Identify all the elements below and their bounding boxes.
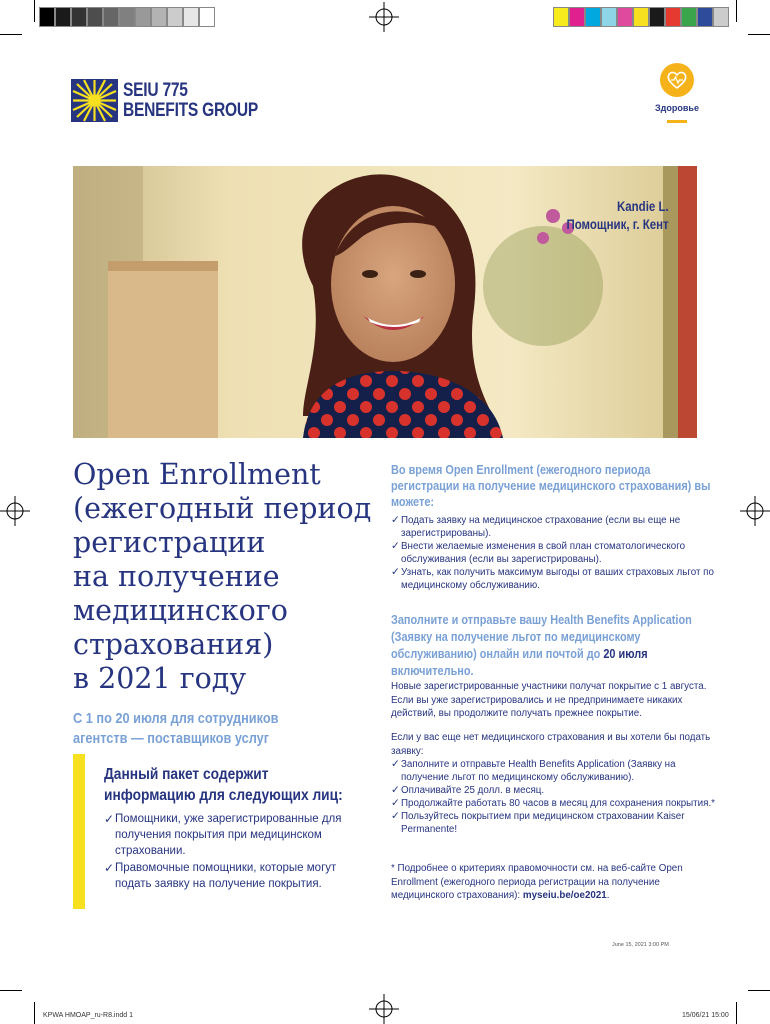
packet-title: Данный пакет содержит информацию для следующих лиц: (104, 766, 343, 804)
color-swatch (633, 7, 649, 27)
color-swatch (585, 7, 601, 27)
crop-mark (34, 0, 35, 22)
eligibility-link[interactable]: myseiu.be/oe2021 (522, 890, 607, 901)
checkmark-icon: ✓ (104, 812, 115, 826)
list-item-text: Заполните и отправьте Health Benefits Application (Заявку на получение льгот по медицинскому обслуживанию). (401, 759, 676, 783)
packet-info-box (104, 764, 344, 893)
list-item (391, 810, 721, 836)
apply-heading-text: Заполните и отправьте вашу Health Benefits Application (Заявку на получение льгот по медицинскому обслуживанию) онлайн или почтой до (391, 612, 692, 661)
no-insurance-list (391, 758, 721, 836)
packet-list (104, 811, 344, 892)
logo-text (123, 81, 258, 121)
new-members-text: Новые зарегистрированные участники получат покрытие с 1 августа. Если вы уже зарегистрировались и не предпринимаете никаких действий, вы продолжите получать прежнее покрытие. (391, 681, 707, 719)
title-line: в 2021 году (73, 662, 247, 695)
list-item (391, 758, 721, 784)
list-item-text: Оплачивайте 25 долл. в месяц. (401, 785, 545, 796)
heart-icon (660, 63, 694, 97)
color-swatch (649, 7, 665, 27)
accent-bar (73, 754, 85, 909)
title-line: (ежегодный период (73, 492, 372, 525)
crop-mark (736, 1002, 737, 1024)
title-line: Open Enrollment (73, 458, 321, 491)
print-timestamp: 15/06/21 15:00 (682, 1012, 729, 1019)
caption-name: Kandie L. (617, 198, 669, 214)
color-swatch (569, 7, 585, 27)
file-slug: KPWA HMOAP_ru-R8.indd 1 (43, 1012, 133, 1019)
list-item-text: Продолжайте работать 80 часов в месяц для сохранения покрытия.* (401, 798, 715, 809)
gray-swatch (167, 7, 183, 27)
date-subtitle: С 1 по 20 июля для сотрудников агентств — поставщиков услуг (73, 710, 279, 747)
checkmark-icon: ✓ (391, 784, 400, 796)
crop-mark (748, 34, 770, 35)
gray-swatch (71, 7, 87, 27)
list-item (391, 797, 721, 810)
footnote (391, 862, 721, 903)
crop-mark (0, 990, 22, 991)
gray-swatch (151, 7, 167, 27)
gray-swatch (55, 7, 71, 27)
logo-line-2: BENEFITS GROUP (123, 99, 259, 121)
list-item-text: Помощники, уже зарегистрированные для получения покрытия при медицинском страховании. (115, 813, 342, 857)
crop-mark (0, 34, 22, 35)
gray-swatch (183, 7, 199, 27)
logo-line-1: SEIU 775 (123, 79, 188, 101)
portrait-photo (73, 166, 697, 438)
checkmark-icon: ✓ (391, 566, 400, 578)
list-item-text: Узнать, как получить максимум выгоды от ваших страховых льгот по медицинскому обслуживанию. (401, 567, 714, 591)
list-item-text: Подать заявку на медицинское страхование (если вы еще не зарегистрированы). (401, 515, 681, 539)
checkmark-icon: ✓ (104, 861, 115, 875)
seiu-logo (71, 79, 288, 122)
footnote-end: . (606, 890, 610, 901)
gray-swatch (135, 7, 151, 27)
color-swatch (713, 7, 729, 27)
list-item (391, 566, 721, 592)
color-swatch (681, 7, 697, 27)
color-swatch (665, 7, 681, 27)
category-underline (667, 120, 687, 123)
crop-mark (34, 1002, 35, 1024)
checkmark-icon: ✓ (391, 810, 400, 822)
during-section (391, 462, 721, 592)
title-line: на получение (73, 560, 280, 593)
registration-mark-left (0, 496, 30, 526)
list-item (391, 540, 721, 566)
footnote-body: * Подробнее о критериях правомочности см. на веб-сайте Open Enrollment (ежегодного периода регистрации на получение медицинского страхования): (391, 863, 683, 901)
gray-swatch (103, 7, 119, 27)
registration-mark-bottom (369, 994, 399, 1024)
list-item-text: Правомочные помощники, которые могут подать заявку на получение покрытия. (115, 862, 337, 890)
title-line: страхования) (73, 628, 274, 661)
list-item (104, 811, 344, 859)
apply-heading (391, 611, 723, 679)
crop-mark (736, 0, 737, 22)
gray-swatch (199, 7, 215, 27)
gray-swatch (119, 7, 135, 27)
color-swatch (697, 7, 713, 27)
print-date-stamp: June 15, 2021 3:00 PM (612, 942, 669, 948)
list-item (391, 514, 721, 540)
during-heading: Во время Open Enrollment (ежегодного периода регистрации на получение медицинского страхования) вы можете: (391, 462, 711, 509)
apply-heading-end: включительно. (391, 663, 474, 678)
no-insurance-intro: Если у вас еще нет медицинского страхования и вы хотели бы подать заявку: (391, 732, 711, 757)
color-swatch (553, 7, 569, 27)
list-item-text: Пользуйтесь покрытием при медицинском страховании Kaiser Permanente! (401, 811, 685, 835)
health-category-badge (649, 63, 705, 123)
during-list (391, 514, 721, 592)
list-item-text: Внести желаемые изменения в свой план стоматологического обслуживания (если вы зарегистрированы). (401, 541, 686, 565)
color-swatch (617, 7, 633, 27)
list-item (104, 860, 344, 892)
apply-deadline: 20 июля (603, 646, 648, 661)
footnote-text (391, 862, 721, 903)
apply-section (391, 611, 721, 721)
list-item (391, 784, 721, 797)
checkmark-icon: ✓ (391, 758, 400, 770)
gray-swatch-strip (39, 7, 215, 27)
checkmark-icon: ✓ (391, 540, 400, 552)
caption-role: Помощник, г. Кент (566, 216, 669, 232)
title-line: медицинского (73, 594, 288, 627)
page-title (73, 458, 383, 696)
checkmark-icon: ✓ (391, 514, 400, 526)
color-swatch-strip (553, 7, 729, 27)
sun-burst-icon (71, 79, 118, 122)
title-line: регистрации (73, 526, 266, 559)
gray-swatch (39, 7, 55, 27)
crop-mark (748, 990, 770, 991)
checkmark-icon: ✓ (391, 797, 400, 809)
registration-mark-right (740, 496, 770, 526)
registration-mark-top (369, 2, 399, 32)
color-swatch (601, 7, 617, 27)
gray-swatch (87, 7, 103, 27)
photo-caption (567, 197, 669, 233)
no-insurance-section (391, 731, 721, 836)
category-label: Здоровье (655, 103, 699, 113)
